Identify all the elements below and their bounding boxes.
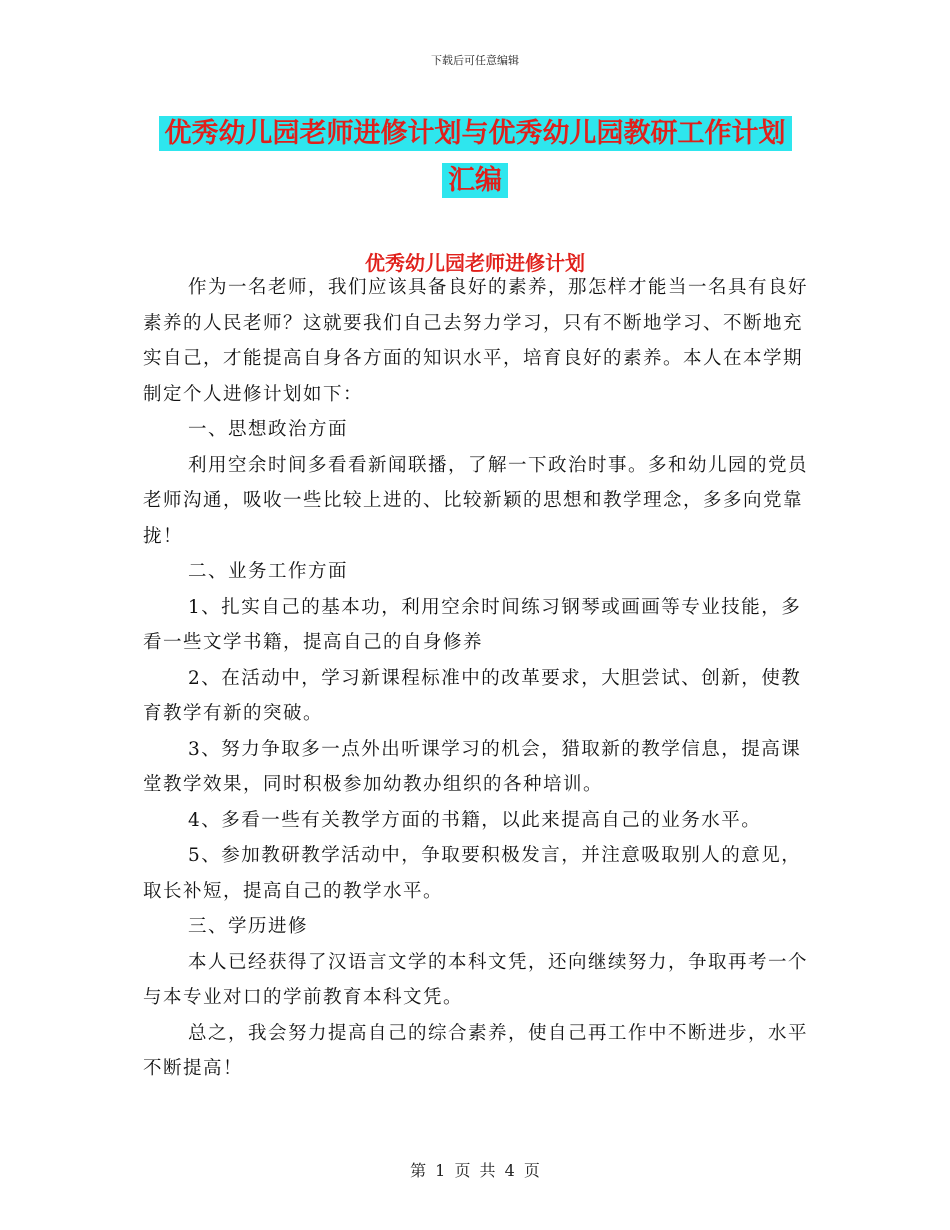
page-footer: 第 1 页 共 4 页 xyxy=(410,1161,540,1180)
document-title-line-2: 汇编 xyxy=(442,163,508,198)
paragraph: 总之，我会努力提高自己的综合素养，使自己再工作中不断进步，水平不断提高！ xyxy=(143,1022,809,1079)
paragraph: 三、学历进修 xyxy=(188,916,309,937)
paragraph: 作为一名老师，我们应该具备良好的素养，那怎样才能当一名具有良好素养的人民老师？这就要我们自己去努力学习，只有不断地学习、不断地充实自己，才能提高自身各方面的知识水平，培育良好的素养。本人在本学期制定个人进修计划如下： xyxy=(143,277,809,405)
paragraph: 利用空余时间多看看新闻联播，了解一下政治时事。多和幼儿园的党员老师沟通，吸收一些比较上进的、比较新颖的思想和教学理念，多多向党靠拢！ xyxy=(143,454,809,547)
paragraph: 2、在活动中，学习新课程标准中的改革要求，大胆尝试、创新，使教育教学有新的突破。 xyxy=(143,667,802,724)
document-body xyxy=(143,270,811,1087)
paragraph: 3、努力争取多一点外出听课学习的机会，猎取新的教学信息，提高课堂教学效果，同时积极参加幼教办组织的各种培训。 xyxy=(143,738,802,795)
document-title-continued xyxy=(0,158,950,197)
paragraph: 4、多看一些有关教学方面的书籍，以此来提高自己的业务水平。 xyxy=(188,809,762,831)
paragraph: 5、参加教研教学活动中，争取要积极发言，并注意吸取别人的意见，取长补短，提高自己的教学水平。 xyxy=(143,845,802,902)
page-header: 下载后可任意编辑 xyxy=(431,54,519,67)
paragraph: 一、思想政治方面 xyxy=(188,419,349,440)
section-title: 优秀幼儿园老师进修计划 xyxy=(365,251,585,275)
paragraph: 1、扎实自己的基本功，利用空余时间练习钢琴或画画等专业技能，多看一些文学书籍，提高自己的自身修养 xyxy=(143,596,802,653)
document-title-line-1: 优秀幼儿园老师进修计划与优秀幼儿园教研工作计划 xyxy=(159,116,792,151)
document-title xyxy=(0,111,950,150)
paragraph: 本人已经获得了汉语言文学的本科文凭，还向继续努力，争取再考一个与本专业对口的学前教育本科文凭。 xyxy=(143,951,809,1008)
paragraph: 二、业务工作方面 xyxy=(188,561,349,582)
